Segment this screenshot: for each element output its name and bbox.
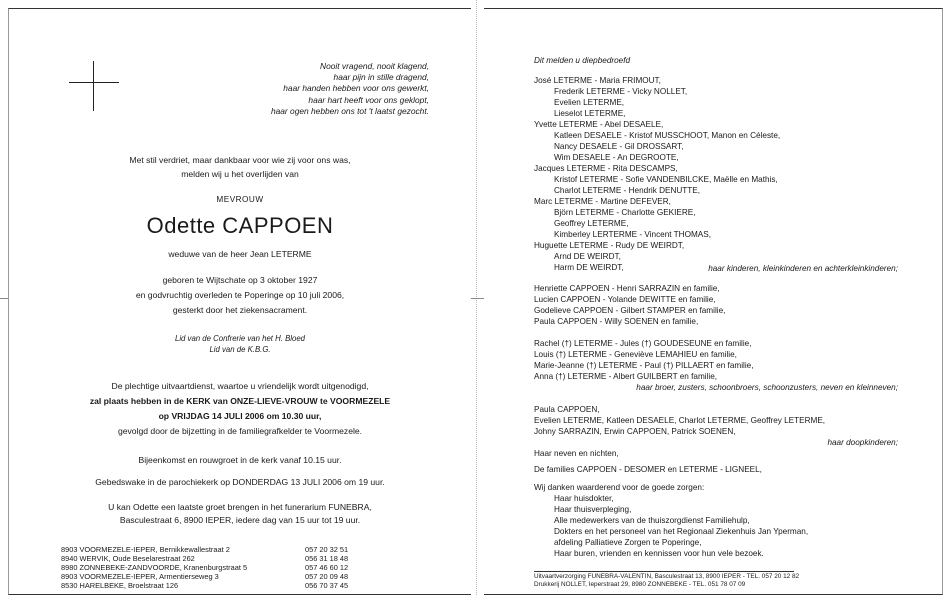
family-line: Yvette LETERME - Abel DESAELE, (534, 120, 664, 129)
poem-line: haar ogen hebben ons tot 't laatst gezocht. (270, 105, 429, 116)
family-line: Kristof LETERME - Sofie VANDENBILCKE, Maëlle en Mathis, (554, 175, 778, 184)
intro (9, 153, 471, 181)
family-line: Paula CAPPOEN - Willy SOENEN en familie, (534, 317, 699, 326)
fold-mark-left (0, 298, 8, 299)
poem-line: haar hart heeft voor ons geklopt, (308, 94, 429, 105)
footer-line: Drukkerij NOLLET, Ieperstraat 29, 8980 ZONNEBEKE - TEL. 051 78 07 09 (534, 581, 746, 588)
footer-rule (534, 571, 794, 572)
family-line: Lieselot LETERME, (554, 109, 626, 118)
funeral-datetime: op VRIJDAG 14 JULI 2006 om 10.30 uur, (158, 411, 322, 421)
birth-death-line: gesterkt door het ziekensacrament. (172, 305, 308, 315)
family-line: Henriette CAPPOEN - Henri SARRAZIN en familie, (534, 284, 720, 293)
family-line: José LETERME - Maria FRIMOUT, (534, 76, 661, 85)
family-line: Arnd DE WEIRDT, (554, 252, 621, 261)
address-line: 8903 VOORMEZELE-IEPER, Armentierseweg 3 (61, 572, 219, 581)
phone-line: 057 46 60 12 (305, 563, 349, 572)
phone-line: 056 70 37 45 (305, 581, 349, 590)
family-line: Katleen DESAELE - Kristof MUSSCHOOT, Manon en Céleste, (554, 131, 781, 140)
funeral-location: zal plaats hebben in de KERK van ONZE-LIEVE-VROUW te VOORMEZELE (89, 396, 391, 406)
address-line: 8903 VOORMEZELE-IEPER, Bernikkewallestraat 2 (61, 545, 230, 554)
left-page (8, 8, 471, 595)
phone-line: 057 20 09 48 (305, 572, 349, 581)
birth-death-line: en godvruchtig overleden te Poperinge op 10 juli 2006, (135, 290, 345, 300)
family-line: Godelieve CAPPOEN - Gilbert STAMPER en familie, (534, 306, 726, 315)
poem (271, 61, 429, 117)
family-line: Kimberley LERTERME - Vincent THOMAS, (554, 230, 711, 239)
thanks-line: Haar buren, vrienden en kennissen voor hun vele bezoek. (554, 549, 764, 558)
poem-line: haar pijn in stille dragend, (333, 72, 429, 83)
funeral-notice (9, 379, 471, 439)
phone-list (305, 545, 348, 590)
thanks-line: Haar huisdokter, (554, 494, 614, 503)
family-line: Louis (†) LETERME - Geneviève LEMAHIEU en familie, (534, 350, 737, 359)
deceased-name: Odette CAPPOEN (146, 213, 334, 238)
meeting: Bijeenkomst en rouwgroet in de kerk vanaf 10.15 uur. (138, 455, 342, 465)
membership-line: Lid van de K.B.G. (209, 345, 271, 354)
thanks-line: Alle medewerkers van de thuiszorgdienst Familiehulp, (554, 516, 750, 525)
family-line: Charlot LETERME - Hendrik DENUTTE, (554, 186, 701, 195)
visit (9, 501, 471, 527)
family-caption: haar kinderen, kleinkinderen en achterkleinkinderen; (708, 264, 898, 273)
birth-death (9, 273, 471, 318)
right-page (484, 8, 943, 595)
family-line: Geoffrey LETERME, (554, 219, 629, 228)
cross-icon-bar (69, 82, 119, 83)
family-line: Evelien LETERME, (554, 98, 625, 107)
thanks-line: Dokters en het personeel van het Regionaal Ziekenhuis Jan Yperman, (554, 527, 809, 536)
family-line: Lucien CAPPOEN - Yolande DEWITTE en familie, (534, 295, 716, 304)
footer-line: Uitvaartverzorging FUNEBRA-VALENTIN, Basculestraat 13, 8900 IEPER - TEL. 057 20 12 82 (534, 573, 800, 580)
nephews-line: Haar neven en nichten, (534, 449, 619, 458)
family-caption: haar doopkinderen; (827, 438, 898, 447)
intro-line: melden wij u het overlijden van (181, 169, 299, 179)
intro-line: Met stil verdriet, maar dankbaar voor wie zij voor ons was, (129, 155, 351, 165)
family-line: Johny SARRAZIN, Erwin CAPPOEN, Patrick SOENEN, (534, 427, 736, 436)
salutation: MEVROUW (216, 195, 264, 204)
family-line: Evelien LETERME, Katleen DESAELE, Charlot LETERME, Geoffrey LETERME, (534, 416, 826, 425)
family-line: Huguette LETERME - Rudy DE WEIRDT, (534, 241, 685, 250)
phone-line: 057 20 32 51 (305, 545, 349, 554)
visit-line: U kan Odette een laatste groet brengen in het funerarium FUNEBRA, (108, 502, 372, 512)
membership-line: Lid van de Confrerie van het H. Bloed (174, 334, 306, 343)
thanks-intro: Wij danken waarderend voor de goede zorgen: (534, 483, 705, 492)
family-line: Björn LETERME - Charlotte GEKIERE, (554, 208, 696, 217)
family-line: Nancy DESAELE - Gil DROSSART, (554, 142, 684, 151)
family-line: Jacques LETERME - Rita DESCAMPS, (534, 164, 678, 173)
family-line: Marie-Jeanne (†) LETERME - Paul (†) PILLAERT en familie, (534, 361, 754, 370)
thanks-line: afdeling Palliatieve Zorgen te Poperinge, (554, 538, 702, 547)
cross-icon (93, 61, 94, 111)
funeral-line: De plechtige uitvaartdienst, waartoe u vriendelijk wordt uitgenodigd, (111, 381, 369, 391)
funeral-line: gevolgd door de bijzetting in de familiegrafkelder te Voormezele. (117, 426, 363, 436)
phone-line: 056 31 18 48 (305, 554, 349, 563)
heading: Dit melden u diepbedroefd (534, 56, 631, 65)
family-caption: haar broer, zusters, schoonbroers, schoonzusters, neven en kleinneven; (636, 383, 898, 392)
address-line: 8980 ZONNEBEKE-ZANDVOORDE, Kranenburgstraat 5 (61, 563, 248, 572)
birth-death-line: geboren te Wijtschate op 3 oktober 1927 (162, 275, 318, 285)
family-line: Harm DE WEIRDT, (554, 263, 624, 272)
visit-line: Basculestraat 6, 8900 IEPER, iedere dag van 15 uur tot 19 uur. (119, 515, 361, 525)
wake: Gebedswake in de parochiekerk op DONDERDAG 13 JULI 2006 om 19 uur. (95, 477, 385, 487)
family-line: Marc LETERME - Martine DEFEVER, (534, 197, 671, 206)
address-list (61, 545, 247, 590)
widow-line: weduwe van de heer Jean LETERME (168, 249, 312, 259)
poem-line: Nooit vragend, nooit klagend, (320, 61, 429, 71)
families-line: De families CAPPOEN - DESOMER en LETERME - LIGNEEL, (534, 465, 762, 474)
address-line: 8940 WERVIK, Oude Beselarestraat 262 (61, 554, 195, 563)
family-line: Wim DESAELE - An DEGROOTE, (554, 153, 679, 162)
family-line: Anna (†) LETERME - Albert GUILBERT en familie, (534, 372, 718, 381)
family-line: Frederik LETERME - Vicky NOLLET, (554, 87, 688, 96)
fold-mark-center (470, 298, 484, 299)
address-line: 8530 HARELBEKE, Broelstraat 126 (61, 581, 179, 590)
memberships (9, 333, 471, 355)
thanks-line: Haar thuisverpleging, (554, 505, 632, 514)
family-line: Rachel (†) LETERME - Jules (†) GOUDESEUNE en familie, (534, 339, 752, 348)
family-line: Paula CAPPOEN, (534, 405, 600, 414)
poem-line: haar handen hebben voor ons gewerkt, (283, 83, 429, 94)
